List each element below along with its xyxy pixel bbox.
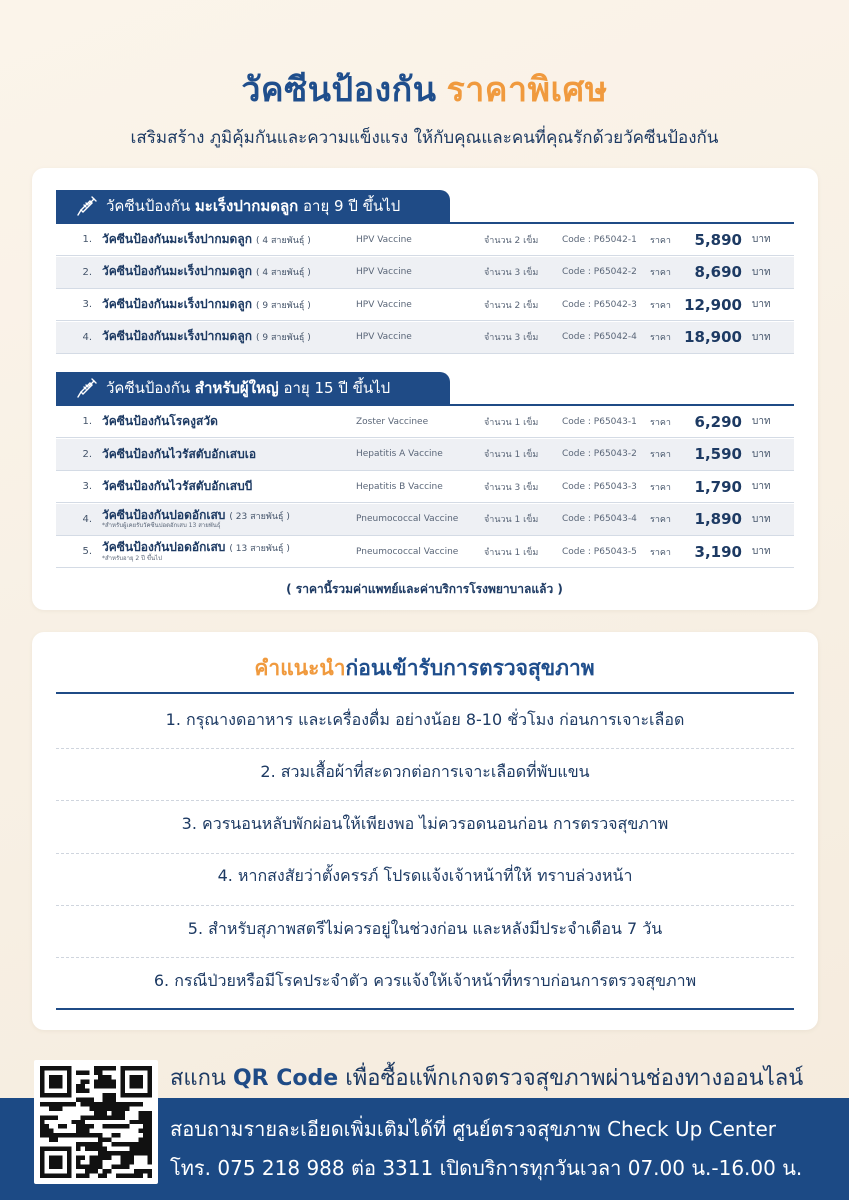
table-row bbox=[56, 289, 794, 321]
currency-unit: บาท bbox=[752, 546, 771, 557]
vaccine-note: *สำหรับผู้เคยรับวัคซีนปอดอักเสบ 13 สายพันธุ์ bbox=[102, 522, 221, 530]
table-row bbox=[56, 224, 794, 256]
phone-text: โทร. 075 218 988 ต่อ 3311 เปิดบริการทุกวันเวลา 07.00 น.-16.00 น. bbox=[170, 1156, 803, 1180]
table-row bbox=[56, 322, 794, 354]
price-label: ราคา bbox=[650, 547, 671, 558]
vaccine-type: Pneumococcal Vaccine bbox=[356, 546, 459, 557]
advice-title-highlight: คำแนะนำ bbox=[254, 656, 346, 680]
vaccine-name bbox=[102, 509, 356, 530]
row-number: 3. bbox=[82, 299, 92, 310]
table-row bbox=[56, 471, 794, 503]
vaccine-note: *สำหรับอายุ 2 ปี ขึ้นไป bbox=[102, 554, 162, 562]
qr-code-image bbox=[40, 1066, 152, 1178]
price-value: 3,190 bbox=[694, 542, 742, 561]
dose-count: จำนวน 2 เข็ม bbox=[484, 300, 539, 311]
price-value: 8,690 bbox=[694, 263, 742, 281]
advice-item: 6. กรณีป่วยหรือมีโรคประจำตัว ควรแจ้งให้เจ้าหน้าที่ทราบก่อนการตรวจสุขภาพ bbox=[153, 971, 697, 990]
product-code: Code : P65043-5 bbox=[562, 546, 637, 557]
advice-item: 1. กรุณางดอาหาร และเครื่องดื่ม อย่างน้อย 8-10 ชั่วโมง ก่อนการเจาะเลือด bbox=[165, 709, 685, 729]
title-highlight: ราคาพิเศษ bbox=[446, 70, 608, 110]
vaccine-type: HPV Vaccine bbox=[356, 267, 412, 277]
vaccine-strain: ( 9 สายพันธุ์ ) bbox=[255, 300, 311, 311]
vaccine-type: Hepatitis B Vaccine bbox=[356, 481, 443, 492]
vaccine-type: Hepatitis A Vaccine bbox=[356, 449, 443, 459]
vaccine-type: HPV Vaccine bbox=[356, 299, 412, 310]
price-label: ราคา bbox=[650, 300, 671, 311]
vaccine-name bbox=[102, 448, 356, 461]
price-label: ราคา bbox=[650, 482, 671, 493]
product-code: Code : P65043-4 bbox=[562, 514, 637, 524]
vaccine-name-text: วัคซีนป้องกันปอดอักเสบ bbox=[102, 540, 226, 555]
price-value: 12,900 bbox=[684, 295, 742, 314]
vaccine-name-text: วัคซีนป้องกันไวรัสตับอักเสบบี bbox=[102, 479, 253, 494]
section1-prefix: วัคซีนป้องกัน bbox=[106, 197, 191, 215]
vaccine-name bbox=[102, 233, 356, 246]
price-label: ราคา bbox=[650, 333, 671, 343]
vaccine-type: HPV Vaccine bbox=[356, 332, 412, 342]
price-value: 1,590 bbox=[694, 445, 742, 463]
advice-item: 4. หากสงสัยว่าตั้งครรภ์ โปรดแจ้งเจ้าหน้าที่ให้ ทราบล่วงหน้า bbox=[217, 866, 633, 886]
price-note: ( ราคานี้รวมค่าแพทย์และค่าบริการโรงพยาบาลแล้ว ) bbox=[286, 582, 563, 596]
title-main: วัคซีนป้องกัน bbox=[241, 70, 437, 110]
vaccine-name bbox=[102, 330, 356, 343]
table-row bbox=[56, 406, 794, 438]
currency-unit: บาท bbox=[752, 513, 771, 525]
table-row bbox=[56, 439, 794, 471]
product-code: Code : P65042-4 bbox=[562, 332, 637, 342]
page-title bbox=[0, 62, 849, 116]
dose-count: จำนวน 1 เข็ม bbox=[484, 515, 539, 525]
vaccine-strain: ( 23 สายพันธุ์ ) bbox=[229, 511, 290, 522]
scan-bold: QR Code bbox=[232, 1066, 339, 1091]
price-value: 18,900 bbox=[684, 328, 742, 346]
product-code: Code : P65043-2 bbox=[562, 449, 637, 459]
advice-item: 2. สวมเสื้อผ้าที่สะดวกต่อการเจาะเลือดที่พับแขน bbox=[260, 761, 590, 781]
row-number: 4. bbox=[82, 331, 92, 343]
product-code: Code : P65042-2 bbox=[562, 267, 637, 277]
row-number: 2. bbox=[82, 266, 92, 278]
row-number: 1. bbox=[82, 416, 92, 427]
product-code: Code : P65043-3 bbox=[562, 481, 637, 492]
row-number: 5. bbox=[82, 546, 92, 557]
dose-count: จำนวน 3 เข็ม bbox=[484, 333, 539, 343]
dose-count: จำนวน 1 เข็ม bbox=[484, 417, 539, 428]
section1-header bbox=[56, 190, 450, 222]
advice-item: 5. สำหรับสุภาพสตรีไม่ควรอยู่ในช่วงก่อน และหลังมีประจำเดือน 7 วัน bbox=[187, 918, 663, 938]
currency-unit: บาท bbox=[752, 448, 771, 460]
row-number: 3. bbox=[82, 481, 92, 492]
dose-count: จำนวน 2 เข็ม bbox=[484, 235, 539, 246]
vaccine-name-text: วัคซีนป้องกันมะเร็งปากมดลูก bbox=[102, 231, 252, 246]
currency-unit: บาท bbox=[752, 234, 771, 245]
section1-suffix: อายุ 9 ปี ขึ้นไป bbox=[303, 197, 401, 215]
vaccine-strain: ( 9 สายพันธุ์ ) bbox=[255, 333, 311, 344]
price-label: ราคา bbox=[650, 235, 671, 246]
dose-count: จำนวน 3 เข็ม bbox=[484, 268, 539, 278]
product-code: Code : P65043-1 bbox=[562, 416, 637, 427]
price-value: 5,890 bbox=[694, 230, 742, 249]
section2-bold: สำหรับผู้ใหญ่ bbox=[194, 379, 279, 397]
syringe-icon bbox=[74, 193, 100, 219]
vaccine-name bbox=[102, 480, 356, 493]
table-row bbox=[56, 257, 794, 289]
currency-unit: บาท bbox=[752, 331, 771, 343]
dose-count: จำนวน 1 เข็ม bbox=[484, 547, 539, 558]
vaccine-name bbox=[102, 265, 356, 278]
vaccine-name-text: วัคซีนป้องกันมะเร็งปากมดลูก bbox=[102, 264, 252, 279]
page-subtitle: เสริมสร้าง ภูมิคุ้มกันและความแข็งแรง ให้กับคุณและคนที่คุณรักด้วยวัคซีนป้องกัน bbox=[130, 128, 719, 148]
price-label: ราคา bbox=[650, 268, 671, 278]
vaccine-name-text: วัคซีนป้องกันมะเร็งปากมดลูก bbox=[102, 296, 252, 311]
advice-item: 3. ควรนอนหลับพักผ่อนให้เพียงพอ ไม่ควรอดนอนก่อน การตรวจสุขภาพ bbox=[181, 814, 669, 834]
row-number: 1. bbox=[82, 234, 92, 245]
currency-unit: บาท bbox=[752, 481, 771, 492]
qr-code[interactable] bbox=[34, 1060, 158, 1184]
vaccine-name-text: วัคซีนป้องกันโรคงูสวัด bbox=[102, 414, 218, 429]
vaccine-name bbox=[102, 298, 356, 311]
scan-suffix: เพื่อซื้อแพ็กเกจตรวจสุขภาพผ่านช่องทางออนไลน์ bbox=[345, 1066, 804, 1091]
contact-text: สอบถามรายละเอียดเพิ่มเติมได้ที่ ศูนย์ตรวจสุขภาพ Check Up Center bbox=[170, 1117, 776, 1141]
advice-title-rest: ก่อนเข้ารับการตรวจสุขภาพ bbox=[345, 656, 595, 680]
dose-count: จำนวน 3 เข็ม bbox=[484, 482, 539, 493]
advice-bottom-divider bbox=[56, 1008, 794, 1010]
vaccine-strain: ( 4 สายพันธุ์ ) bbox=[255, 235, 311, 246]
vaccine-name bbox=[102, 541, 356, 562]
advice-title bbox=[0, 652, 849, 685]
product-code: Code : P65042-1 bbox=[562, 234, 637, 245]
vaccine-strain: ( 4 สายพันธุ์ ) bbox=[255, 268, 311, 279]
price-value: 1,890 bbox=[694, 510, 742, 528]
vaccine-strain: ( 13 สายพันธุ์ ) bbox=[229, 544, 290, 555]
section2-header bbox=[56, 372, 450, 404]
vaccine-name-text: วัคซีนป้องกันปอดอักเสบ bbox=[102, 507, 226, 522]
vaccine-name-text: วัคซีนป้องกันไวรัสตับอักเสบเอ bbox=[102, 446, 257, 461]
vaccine-type: Zoster Vaccinee bbox=[356, 416, 429, 427]
price-label: ราคา bbox=[650, 515, 671, 525]
table-row bbox=[56, 536, 794, 568]
section2-suffix: อายุ 15 ปี ขึ้นไป bbox=[283, 379, 391, 397]
section1-bold: มะเร็งปากมดลูก bbox=[194, 197, 299, 215]
vaccine-name bbox=[102, 415, 356, 428]
syringe-icon bbox=[74, 375, 100, 401]
row-number: 4. bbox=[82, 513, 92, 525]
vaccine-name-text: วัคซีนป้องกันมะเร็งปากมดลูก bbox=[102, 329, 252, 344]
price-value: 6,290 bbox=[694, 412, 742, 431]
product-code: Code : P65042-3 bbox=[562, 299, 637, 310]
currency-unit: บาท bbox=[752, 299, 771, 310]
currency-unit: บาท bbox=[752, 266, 771, 278]
scan-prefix: สแกน bbox=[170, 1066, 226, 1091]
price-label: ราคา bbox=[650, 417, 671, 428]
price-value: 1,790 bbox=[694, 477, 742, 496]
price-label: ราคา bbox=[650, 450, 671, 460]
scan-qr-text bbox=[170, 1060, 803, 1095]
table-row bbox=[56, 504, 794, 536]
row-number: 2. bbox=[82, 448, 92, 460]
section2-prefix: วัคซีนป้องกัน bbox=[106, 379, 191, 397]
vaccine-type: Pneumococcal Vaccine bbox=[356, 514, 459, 524]
vaccine-type: HPV Vaccine bbox=[356, 234, 412, 245]
currency-unit: บาท bbox=[752, 416, 771, 427]
dose-count: จำนวน 1 เข็ม bbox=[484, 450, 539, 460]
